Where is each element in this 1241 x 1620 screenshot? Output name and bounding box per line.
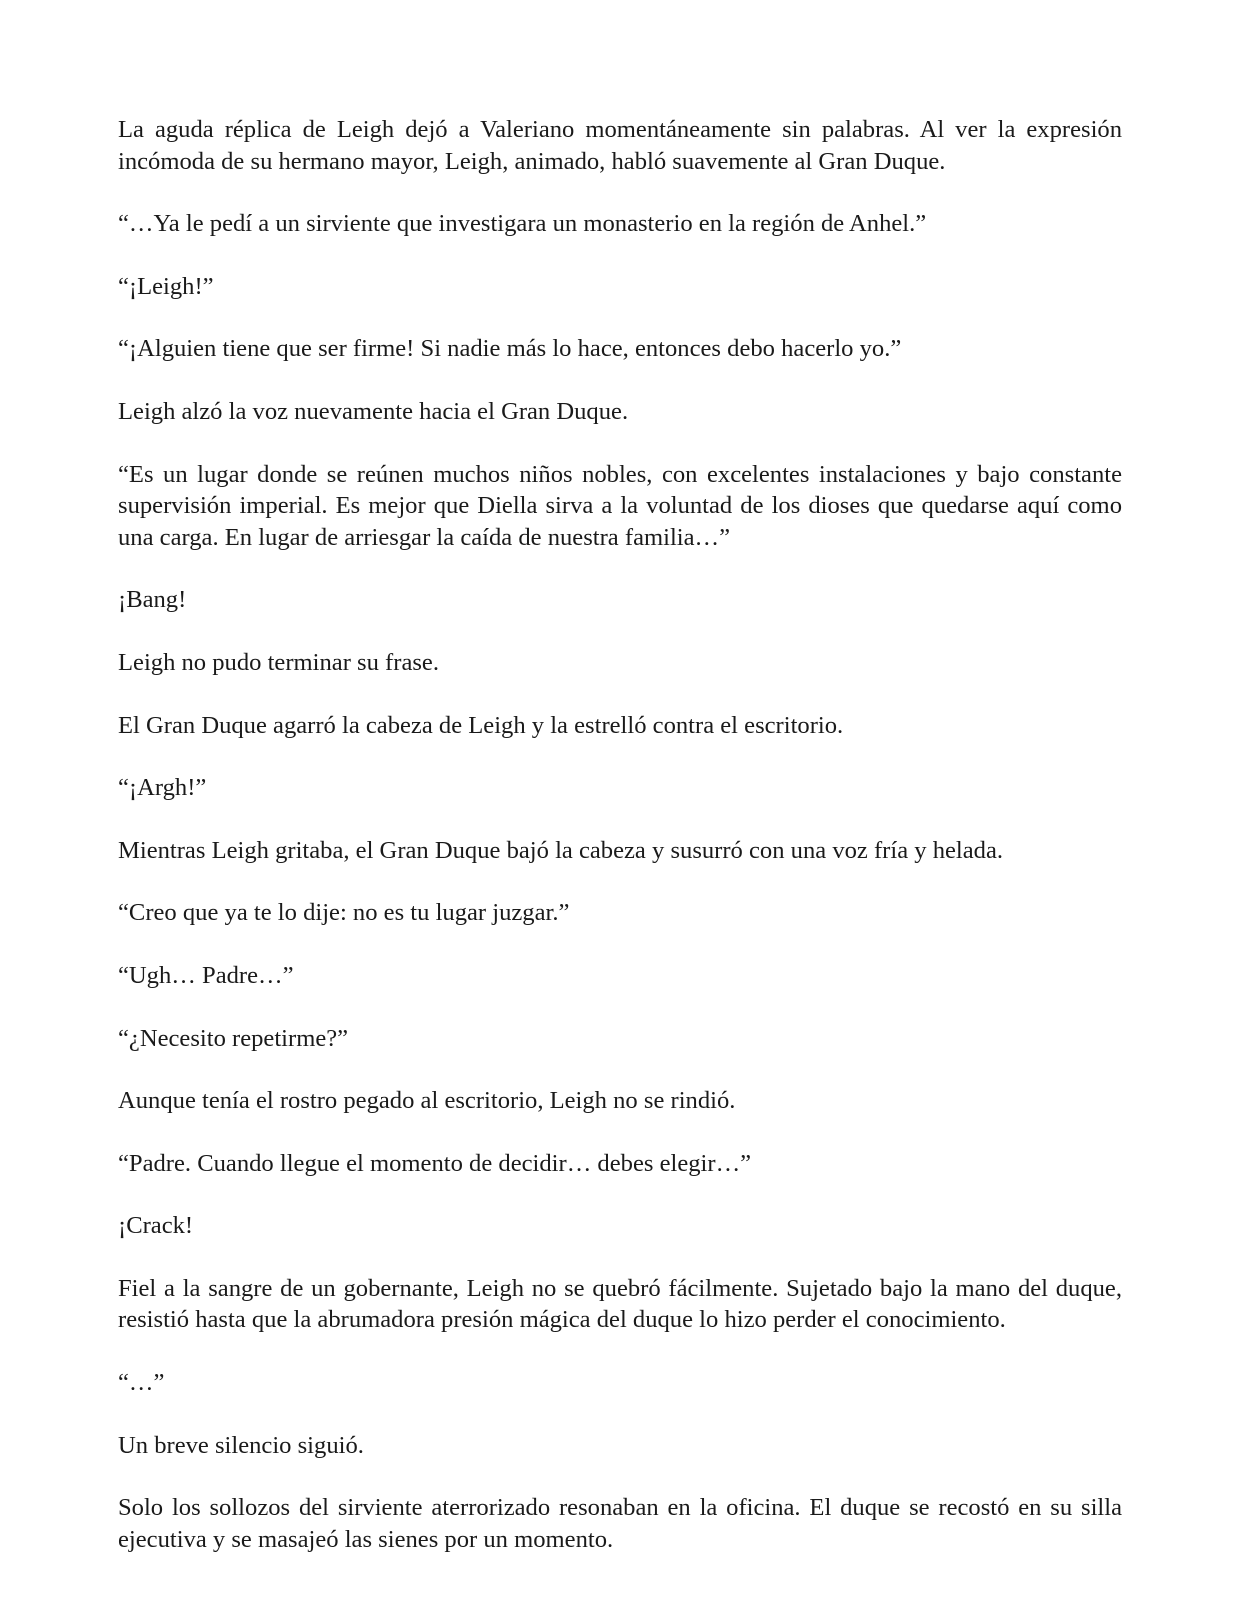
paragraph: ¡Crack! [118,1212,194,1240]
document-page [118,114,1122,1586]
paragraph: “Ugh… Padre…” [118,961,294,989]
paragraph: “¡Alguien tiene que ser firme! Si nadie más lo hace, entonces debo hacerlo yo.” [118,335,902,363]
paragraph: Mientras Leigh gritaba, el Gran Duque bajó la cabeza y susurró con una voz fría y helada. [118,836,1004,864]
paragraph: “¡Leigh!” [118,272,214,300]
paragraph: “¿Necesito repetirme?” [118,1024,349,1052]
paragraph: “Padre. Cuando llegue el momento de decidir… debes elegir…” [118,1149,752,1177]
paragraph: Fiel a la sangre de un gobernante, Leigh no se quebró fácilmente. Sujetado bajo la mano del duque, resistió hasta que la abrumadora presión mágica del duque lo hizo perder el conocimiento. [118,1274,1122,1334]
paragraph: “Creo que ya te lo dije: no es tu lugar juzgar.” [118,899,570,927]
paragraph: “¡Argh!” [118,774,207,802]
paragraph: ¡Bang! [118,586,187,614]
paragraph: “…” [118,1369,165,1397]
paragraph: Leigh no pudo terminar su frase. [118,648,439,676]
paragraph: “Es un lugar donde se reúnen muchos niños nobles, con excelentes instalaciones y bajo constante supervisión imperial. Es mejor que Diella sirva a la voluntad de los dioses que quedarse aquí como una carga. En lugar de arriesgar la caída de nuestra familia…” [118,460,1122,551]
paragraph: “…Ya le pedí a un sirviente que investigara un monasterio en la región de Anhel.” [118,210,927,238]
paragraph: El Gran Duque agarró la cabeza de Leigh y la estrelló contra el escritorio. [118,711,844,739]
paragraph: Leigh alzó la voz nuevamente hacia el Gran Duque. [118,397,629,425]
paragraph: La aguda réplica de Leigh dejó a Valeriano momentáneamente sin palabras. Al ver la expresión incómoda de su hermano mayor, Leigh, animado, habló suavemente al Gran Duque. [118,116,1122,175]
paragraph: Solo los sollozos del sirviente aterrorizado resonaban en la oficina. El duque se recostó en su silla ejecutiva y se masajeó las sienes por un momento. [118,1494,1122,1553]
paragraph: Aunque tenía el rostro pegado al escritorio, Leigh no se rindió. [118,1087,736,1115]
paragraph: Un breve silencio siguió. [118,1431,364,1459]
